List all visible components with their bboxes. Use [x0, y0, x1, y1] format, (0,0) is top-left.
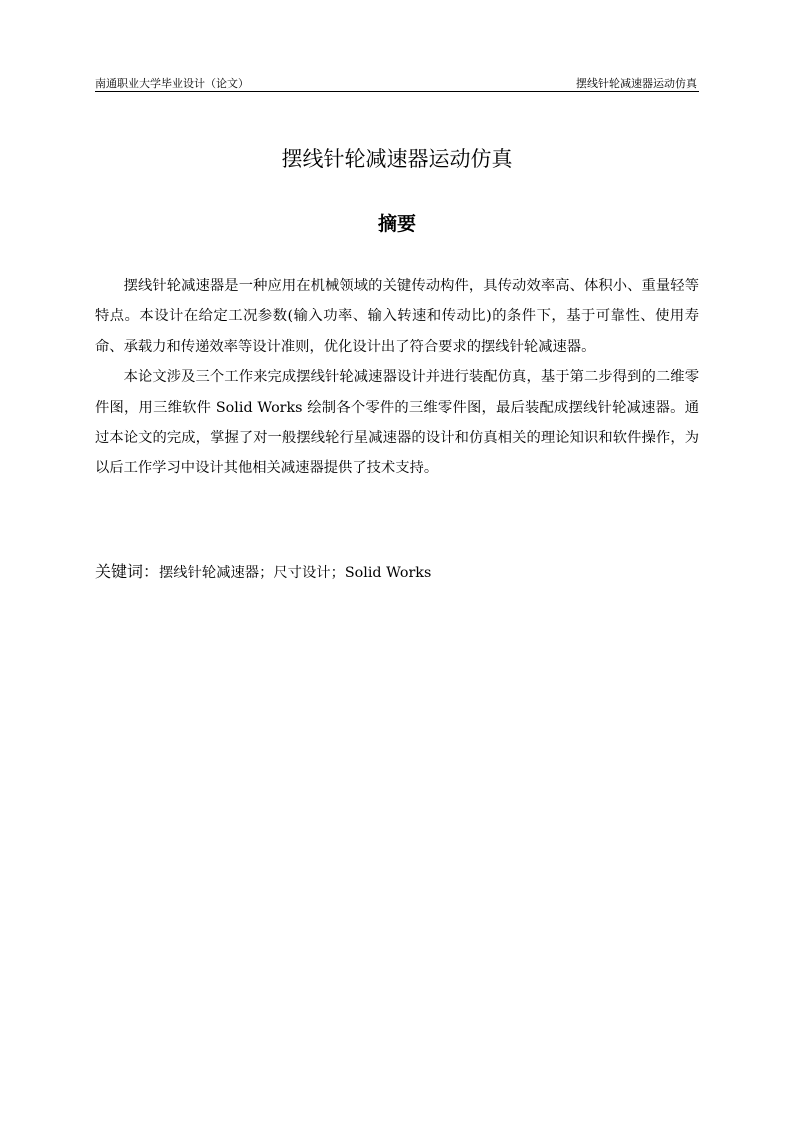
- keywords-line: [95, 558, 699, 587]
- header-school-label: 南通职业大学毕业设计（论文）: [95, 77, 249, 90]
- page-header: [95, 77, 699, 92]
- header-thesis-title: 摆线针轮减速器运动仿真: [576, 77, 697, 90]
- abstract-paragraph-2: 本论文涉及三个工作来完成摆线针轮减速器设计并进行装配仿真，基于第二步得到的二维零件图，用三维软件 Solid Works 绘制各个零件的三维零件图，最后装配成摆线针轮减速器。通过本论文的完成，掌握了对一般摆线轮行星减速器的设计和仿真相关的理论知识和软件操作，为以后工作学习中设计其他相关减速器提供了技术支持。: [95, 369, 699, 477]
- document-title: 摆线针轮减速器运动仿真: [281, 147, 513, 171]
- keywords-value: 摆线针轮减速器；尺寸设计；Solid Works: [159, 565, 432, 581]
- abstract-body: [95, 271, 699, 484]
- abstract-heading: 摘要: [377, 213, 416, 235]
- keywords-label: 关键词：: [95, 562, 160, 581]
- abstract-paragraph-1: 摆线针轮减速器是一种应用在机械领域的关键传动构件，具传动效率高、体积小、重量轻等特点。本设计在给定工况参数(输入功率、输入转速和传动比)的条件下，基于可靠性、使用寿命、承载力和传递效率等设计准则，优化设计出了符合要求的摆线针轮减速器。: [95, 278, 699, 355]
